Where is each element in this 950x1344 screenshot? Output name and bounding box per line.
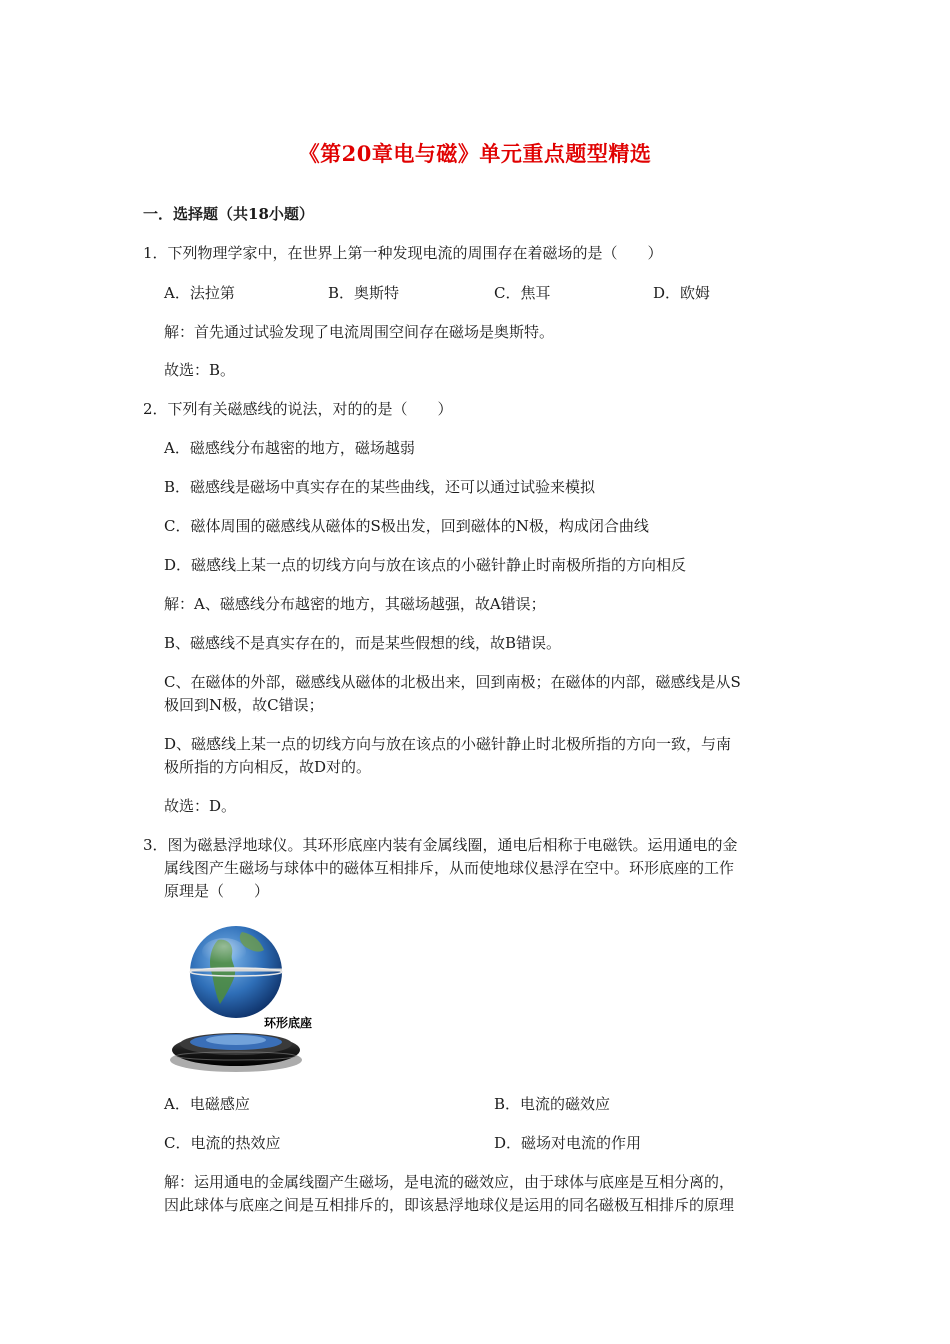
question-1-option-b: B．奥斯特	[328, 284, 400, 302]
question-3-solution-line: 因此球体与底座之间是互相排斥的，即该悬浮地球仪是运用的同名磁极互相排斥的原理	[164, 1196, 735, 1214]
question-2-option-c: C．磁体周围的磁感线从磁体的S极出发，回到磁体的N极，构成闭合曲线	[164, 517, 649, 535]
question-2-solution-line: 解：A、磁感线分布越密的地方，其磁场越强，故A错误；	[164, 595, 546, 613]
question-1-option-a: A．法拉第	[164, 284, 235, 302]
question-2-option-b: B．磁感线是磁场中真实存在的某些曲线，还可以通过试验来模拟	[164, 478, 596, 496]
question-2-stem: 2．下列有关磁感线的说法，对的的是（ ）	[143, 400, 453, 418]
question-3-solution-line: 解：运用通电的金属线圈产生磁场，是电流的磁效应，由于球体与底座是互相分离的，	[164, 1173, 735, 1191]
question-1-option-d: D．欧姆	[653, 284, 711, 302]
question-3-stem-line: 原理是（ ）	[164, 882, 270, 900]
question-3-stem-line: 3．图为磁悬浮地球仪。其环形底座内装有金属线圈，通电后相称于电磁铁。运用通电的金	[143, 836, 738, 854]
maglev-globe-image	[168, 918, 338, 1076]
page-title: 《第20章电与磁》单元重点题型精选	[298, 141, 652, 166]
section-heading: 一．选择题（共18小题）	[143, 205, 314, 223]
question-3-stem-line: 属线图产生磁场与球体中的磁体互相排斥，从而使地球仪悬浮在空中。环形底座的工作	[164, 859, 735, 877]
question-3-option-b: B．电流的磁效应	[494, 1095, 611, 1113]
question-2-solution-line: 极回到N极，故C错误；	[164, 696, 324, 714]
question-2-solution-line: D、磁感线上某一点的切线方向与放在该点的小磁针静止时北极所指的方向一致，与南	[164, 735, 732, 753]
maglev-globe-figure	[168, 918, 338, 1076]
base-ring-label: 环形底座	[264, 1016, 313, 1030]
question-3-option-c: C．电流的热效应	[164, 1134, 281, 1152]
question-3-option-a: A．电磁感应	[164, 1095, 250, 1113]
question-2-option-a: A．磁感线分布越密的地方，磁场越弱	[164, 439, 415, 457]
question-1-answer: 故选：B。	[164, 361, 236, 379]
question-1-solution: 解：首先通过试验发现了电流周围空间存在磁场是奥斯特。	[164, 323, 555, 341]
question-2-solution-line: B、磁感线不是真实存在的，而是某些假想的线，故B错误。	[164, 634, 562, 652]
question-2-solution-line: 极所指的方向相反，故D对的。	[164, 758, 372, 776]
question-2-solution-line: C、在磁体的外部，磁感线从磁体的北极出来，回到南极；在磁体的内部，磁感线是从S	[164, 673, 741, 691]
question-2-option-d: D．磁感线上某一点的切线方向与放在该点的小磁针静止时南极所指的方向相反	[164, 556, 687, 574]
question-3-option-d: D．磁场对电流的作用	[494, 1134, 642, 1152]
question-1-option-c: C．焦耳	[494, 284, 551, 302]
question-1-stem: 1．下列物理学家中，在世界上第一种发现电流的周围存在着磁场的是（ ）	[143, 244, 663, 262]
question-2-answer: 故选：D。	[164, 797, 237, 815]
